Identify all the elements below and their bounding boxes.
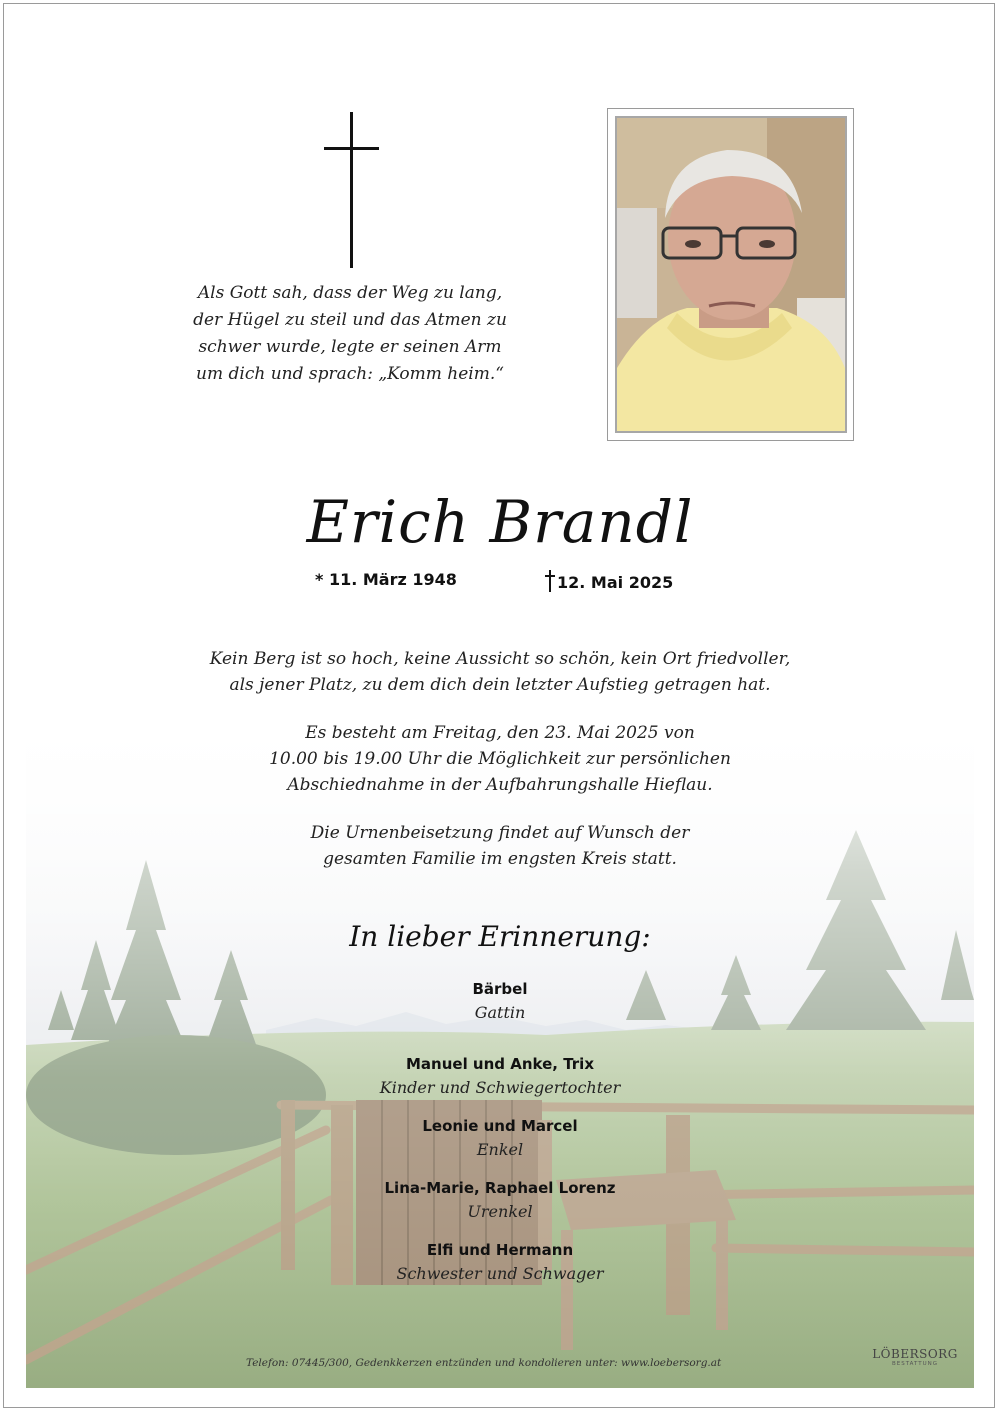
poem-line: um dich und sprach: „Komm heim.“ — [196, 364, 504, 384]
mourner-relation: Kinder und Schwiegertochter — [379, 1078, 621, 1097]
mourner-relation: Schwester und Schwager — [396, 1264, 604, 1283]
birth-date: * 11. März 1948 — [315, 570, 457, 589]
mourner-relation: Urenkel — [467, 1202, 533, 1221]
death-date: 12. Mai 2025 — [557, 573, 674, 592]
paragraph-line: Die Urnenbeisetzung findet auf Wunsch der — [310, 823, 690, 843]
paragraph-line: 10.00 bis 19.00 Uhr die Möglichkeit zur persönlichen — [269, 749, 731, 769]
cross-icon-bar — [324, 147, 379, 150]
death-cross-icon — [545, 570, 555, 592]
mourner-name: Elfi und Hermann — [426, 1241, 574, 1259]
mourner-name: Lina-Marie, Raphael Lorenz — [384, 1179, 616, 1197]
mourner-name: Manuel und Anke, Trix — [405, 1055, 594, 1073]
mourner-relation: Gattin — [474, 1003, 526, 1022]
mourner-name: Bärbel — [472, 980, 528, 998]
mourner-entry — [0, 1176, 1000, 1224]
poem-line: der Hügel zu steil und das Atmen zu — [193, 310, 507, 330]
paragraph-line: als jener Platz, zu dem dich dein letzter Aufstieg getragen hat. — [229, 675, 771, 695]
paragraph-line: gesamten Familie im engsten Kreis statt. — [323, 849, 677, 869]
deceased-name: Erich Brandl — [306, 488, 694, 556]
logo-name: LÖBERSORG — [872, 1347, 958, 1361]
company-logo — [866, 1347, 964, 1367]
cross-icon — [350, 112, 353, 268]
paragraph-line: Abschiednahme in der Aufbahrungshalle Hieflau. — [287, 775, 713, 795]
mourner-name: Leonie und Marcel — [422, 1117, 578, 1135]
mourner-relation: Enkel — [476, 1140, 524, 1159]
quote-paragraph — [0, 646, 1000, 698]
paragraph-line: Es besteht am Freitag, den 23. Mai 2025 von — [305, 723, 695, 743]
death-date-group — [545, 570, 673, 592]
logo-subtitle: BESTATTUNG — [891, 1361, 939, 1367]
mourner-entry — [0, 1114, 1000, 1162]
memorial-heading: In lieber Erinnerung: — [349, 920, 651, 953]
mourner-entry — [0, 1052, 1000, 1100]
portrait-photo — [615, 116, 847, 433]
mourner-entry — [0, 1238, 1000, 1286]
footer-contact: Telefon: 07445/300, Gedenkkerzen entzünden und kondolieren unter: www.loebersorg.at — [246, 1357, 722, 1369]
poem-line: Als Gott sah, dass der Weg zu lang, — [197, 283, 503, 303]
poem — [150, 280, 550, 388]
burial-paragraph — [0, 820, 1000, 872]
farewell-paragraph — [0, 720, 1000, 798]
paragraph-line: Kein Berg ist so hoch, keine Aussicht so schön, kein Ort friedvoller, — [209, 649, 791, 669]
poem-line: schwer wurde, legte er seinen Arm — [198, 337, 502, 357]
mourner-entry — [0, 977, 1000, 1025]
